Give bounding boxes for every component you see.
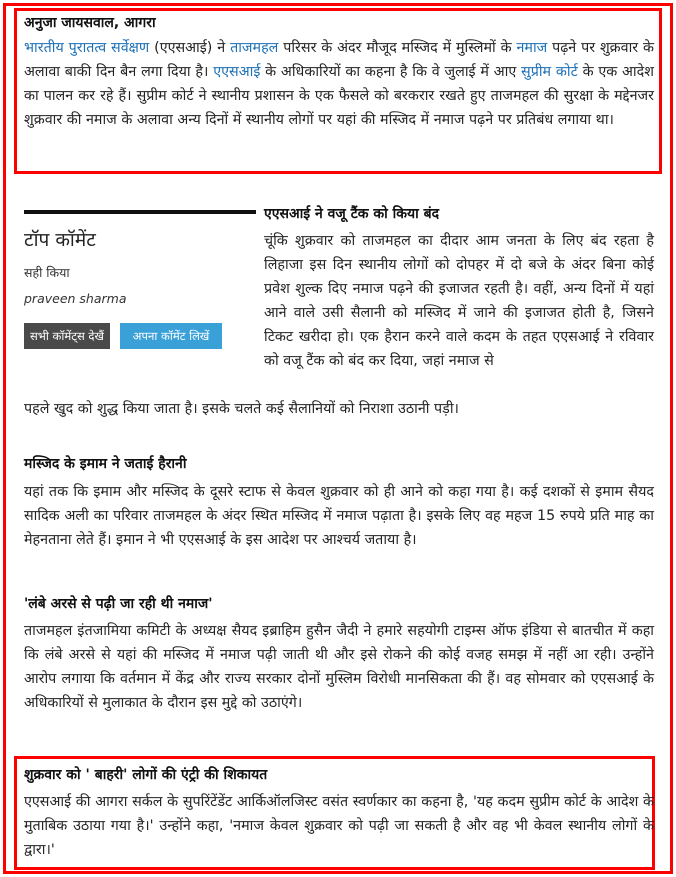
widget-title: टॉप कॉमेंट [24, 229, 96, 251]
section-text-outsiders: एएसआई की आगरा सर्कल के सुपरिंटेंडेंट आर्किऑलजिस्ट वसंत स्वर्णकार का कहना है, 'यह कदम सुप्रीम कोर्ट के आदेश के मुताबिक उठाया गया है।' उन्होंने कहा, 'नमाज केवल शुक्रवार को पढ़ी जा सकती है और वह भी केवल स्थानीय लोगों के द्वारा।' [24, 794, 654, 858]
intro-paragraph [24, 36, 654, 132]
namaz-link[interactable]: नमाज [516, 40, 548, 56]
intro-text: के एक आदेश का पालन कर रहे हैं। सुप्रीम कोर्ट ने स्थानीय प्रशासन के एक फैसले को बरकरार रखते हुए ताजमहल की सुरक्षा के मद्देनजर शुक्रवार की नमाज के अलावा अन्य दिनों में स्थानीय लोगों पर यहां की मस्जिद में नमाज पढ़ने पर प्रतिबंध लगाया था। [24, 64, 654, 128]
section-heading-outsiders: शुक्रवार को ' बाहरी' लोगों की एंट्री की शिकायत [24, 767, 268, 783]
tajmahal-link[interactable]: ताजमहल [230, 40, 279, 56]
supreme-court-link[interactable]: सुप्रीम कोर्ट [521, 64, 578, 80]
byline: अनुजा जायसवाल, आगरा [24, 15, 156, 31]
comment-author: praveen sharma [24, 291, 127, 306]
section-text-wazu-tank: चूंकि शुक्रवार को ताजमहल का दीदार आम जनता के लिए बंद रहता है लिहाजा इस दिन स्थानीय लोगों को दोपहर में दो बजे के अंदर बिना कोई प्रवेश शुल्क दिए नमाज पढ़ने की इजाजत रहती है। वहीं, अन्य दिनों में यहां आने वाले उसी सैलानी को मस्जिद में जाने की इजाजत होती है, जिसने टिकट खरीदा हो। एक हैरान करने वाले कदम के तहत एएसआई ने रविवार को वजू टैंक को बंद कर दिया, जहां नमाज से [264, 233, 654, 369]
widget-divider [24, 210, 256, 214]
section-text-imam: यहां तक कि इमाम और मस्जिद के दूसरे स्टाफ से केवल शुक्रवार को ही आने को कहा गया है। कई दशकों से इमाम सैयद सादिक अली का परिवार ताजमहल के अंदर स्थित मस्जिद में नमाज पढ़ाता है। इसके लिए वह महज 15 रुपये प्रति माह का मेहनताना लेते हैं। इमान ने भी एएसआई के इस आदेश पर आश्चर्य जताया है। [24, 484, 654, 548]
section-text-namaz-history: ताजमहल इंतजामिया कमिटी के अध्यक्ष सैयद इब्राहिम हुसैन जैदी ने हमारे सहयोगी टाइम्स ऑफ इंडिया से बातचीत में कहा कि लंबे अरसे से यहां की मस्जिद में नमाज पढ़ी जाती थी और इसे रोकने की कोई वजह समझ में नहीं आ रही। उन्होंने आरोप लगाया कि वर्तमान में केंद्र और राज्य सरकार दोनों मुस्लिम विरोधी मानसिकता की हैं। वह सोमवार को एएसआई के अधिकारियों से मुलाकात के दौरान इस मुद्दे को उठाएंगे। [24, 623, 654, 711]
asi-link[interactable]: भारतीय पुरातत्व सर्वेक्षण [24, 40, 150, 56]
section-heading-imam: मस्जिद के इमाम ने जताई हैरानी [24, 456, 187, 472]
intro-text: परिसर के अंदर मौजूद मस्जिद में मुस्लिमों के [278, 40, 517, 56]
top-comment-text: सही किया [24, 265, 70, 280]
intro-text: (एएसआई) ने [149, 40, 231, 56]
view-all-comments-button[interactable]: सभी कॉमेंट्स देखैं [24, 323, 110, 349]
intro-text: के अधिकारियों का कहना है कि वे जुलाई में आए [260, 64, 522, 80]
top-comment-widget [24, 210, 256, 360]
section-heading-wazu-tank: एएसआई ने वजू टैंक को किया बंद [264, 206, 440, 222]
asi-link-2[interactable]: एएसआई [213, 64, 261, 80]
section-text-wazu-tank-continued: पहले खुद को शुद्ध किया जाता है। इसके चलते कई सैलानियों को निराशा उठानी पड़ी। [24, 401, 459, 417]
intro-text: पढ़ने पर शुक्रवार के अलावा बाकी दिन बैन लगा दिया है। [24, 40, 654, 80]
section-heading-namaz-history: 'लंबे अरसे से पढ़ी जा रही थी नमाज' [24, 596, 213, 612]
write-comment-button[interactable]: अपना कॉमेंट लिखें [120, 323, 222, 349]
